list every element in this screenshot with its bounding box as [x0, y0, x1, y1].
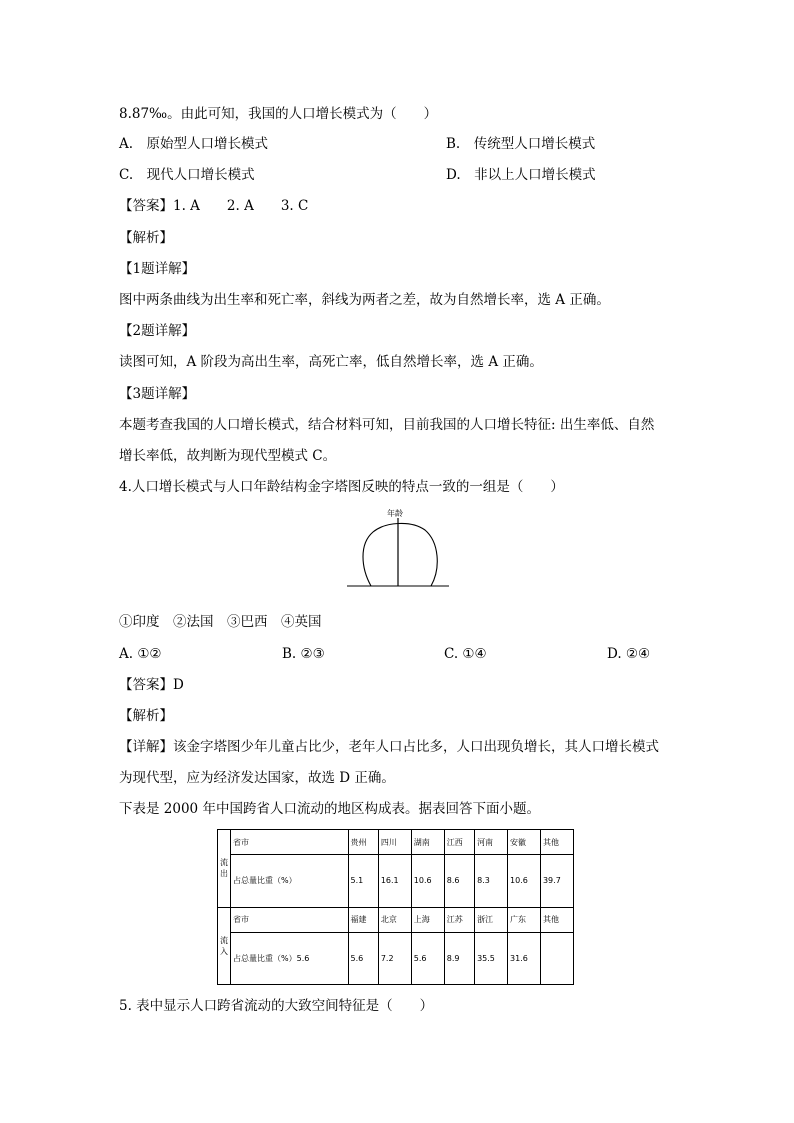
- table-cell: 四川: [378, 830, 411, 855]
- q3-option-a: A. 原始型人口增长模式: [119, 136, 269, 152]
- analysis-heading-2: 【解析】: [119, 708, 173, 724]
- detail-q3-text-1: 本题考查我国的人口增长模式，结合材料可知，目前我国的人口增长特征: 出生率低、自然: [119, 417, 655, 433]
- table-cell: 江西: [444, 830, 474, 855]
- answer-q1-3: 【答案】1. A 2. A 3. C: [119, 198, 309, 214]
- table-row-outflow-provinces: [218, 830, 574, 855]
- q4-option-c: C. ①④: [444, 646, 487, 662]
- province-header: 省市: [231, 907, 349, 932]
- detail-q4-text-1: 【详解】该金字塔图少年儿童占比少，老年人口占比多，人口出现负增长，其人口增长模式: [119, 739, 659, 755]
- table-cell: 5.1: [348, 855, 378, 908]
- table-cell: 35.5: [475, 932, 508, 985]
- table-cell: 安徽: [508, 830, 541, 855]
- share-header: 占总量比重（%）: [231, 855, 349, 908]
- table-cell: 北京: [378, 907, 411, 932]
- table-row-outflow-values: [218, 855, 574, 908]
- q4-countries: ①印度 ②法国 ③巴西 ④英国: [119, 614, 322, 630]
- q3-stem-tail: 8.87‰。由此可知，我国的人口增长模式为（ ）: [119, 106, 438, 122]
- table-cell: 湖南: [411, 830, 444, 855]
- age-pyramid-figure: [347, 506, 449, 590]
- table-cell: 广东: [508, 907, 541, 932]
- detail-q4-text-2: 为现代型，应为经济发达国家，故选 D 正确。: [119, 770, 395, 786]
- table-cell: [540, 932, 573, 985]
- table-cell: 7.2: [378, 932, 411, 985]
- age-pyramid-svg: [347, 506, 449, 590]
- q3-option-c: C. 现代人口增长模式: [119, 167, 255, 183]
- table-cell: 31.6: [508, 932, 541, 985]
- detail-q3-title: 【3题详解】: [119, 386, 196, 402]
- pyramid-axis-label: 年龄: [387, 509, 403, 518]
- share-header: 占总量比重（%）5.6: [231, 932, 349, 985]
- table-cell: 16.1: [378, 855, 411, 908]
- detail-q1-text: 图中两条曲线为出生率和死亡率，斜线为两者之差，故为自然增长率，选 A 正确。: [119, 292, 610, 308]
- q4-option-b: B. ②③: [282, 646, 325, 662]
- table-cell: 8.6: [444, 855, 474, 908]
- table-cell: 福建: [348, 907, 378, 932]
- table-cell: 河南: [475, 830, 508, 855]
- q4-option-d: D. ②④: [607, 646, 651, 662]
- q4-stem: 4.人口增长模式与人口年龄结构金字塔图反映的特点一致的一组是（ ）: [119, 479, 564, 495]
- outflow-label: 流出: [218, 830, 231, 908]
- table-cell: 8.3: [475, 855, 508, 908]
- table-cell: 浙江: [475, 907, 508, 932]
- table-cell: 10.6: [508, 855, 541, 908]
- population-flow-table: [217, 829, 574, 985]
- table-cell: 江苏: [444, 907, 474, 932]
- table-cell: 其他: [540, 907, 573, 932]
- q3-option-b: B. 传统型人口增长模式: [446, 136, 596, 152]
- table-cell: 5.6: [348, 932, 378, 985]
- table-cell: 其他: [540, 830, 573, 855]
- table-cell: 39.7: [540, 855, 573, 908]
- pyramid-outline: [363, 523, 437, 586]
- province-header: 省市: [231, 830, 349, 855]
- q5-stem: 5. 表中显示人口跨省流动的大致空间特征是（ ）: [119, 998, 434, 1014]
- table-row-inflow-values: [218, 932, 574, 985]
- detail-q2-text: 读图可知，A 阶段为高出生率，高死亡率，低自然增长率，选 A 正确。: [119, 354, 543, 370]
- q4-option-a: A. ①②: [119, 646, 162, 662]
- detail-q2-title: 【2题详解】: [119, 323, 196, 339]
- detail-q1-title: 【1题详解】: [119, 261, 196, 277]
- table-cell: 贵州: [348, 830, 378, 855]
- table-cell: 5.6: [411, 932, 444, 985]
- table-cell: 8.9: [444, 932, 474, 985]
- table-row-inflow-provinces: [218, 907, 574, 932]
- table-cell: 10.6: [411, 855, 444, 908]
- detail-q3-text-2: 增长率低，故判断为现代型模式 C。: [119, 448, 337, 464]
- q3-option-d: D. 非以上人口增长模式: [446, 167, 596, 183]
- table-intro: 下表是 2000 年中国跨省人口流动的地区构成表。据表回答下面小题。: [119, 801, 540, 817]
- answer-q4: 【答案】D: [119, 677, 184, 693]
- inflow-label: 流入: [218, 907, 231, 985]
- table-cell: 上海: [411, 907, 444, 932]
- analysis-heading: 【解析】: [119, 230, 173, 246]
